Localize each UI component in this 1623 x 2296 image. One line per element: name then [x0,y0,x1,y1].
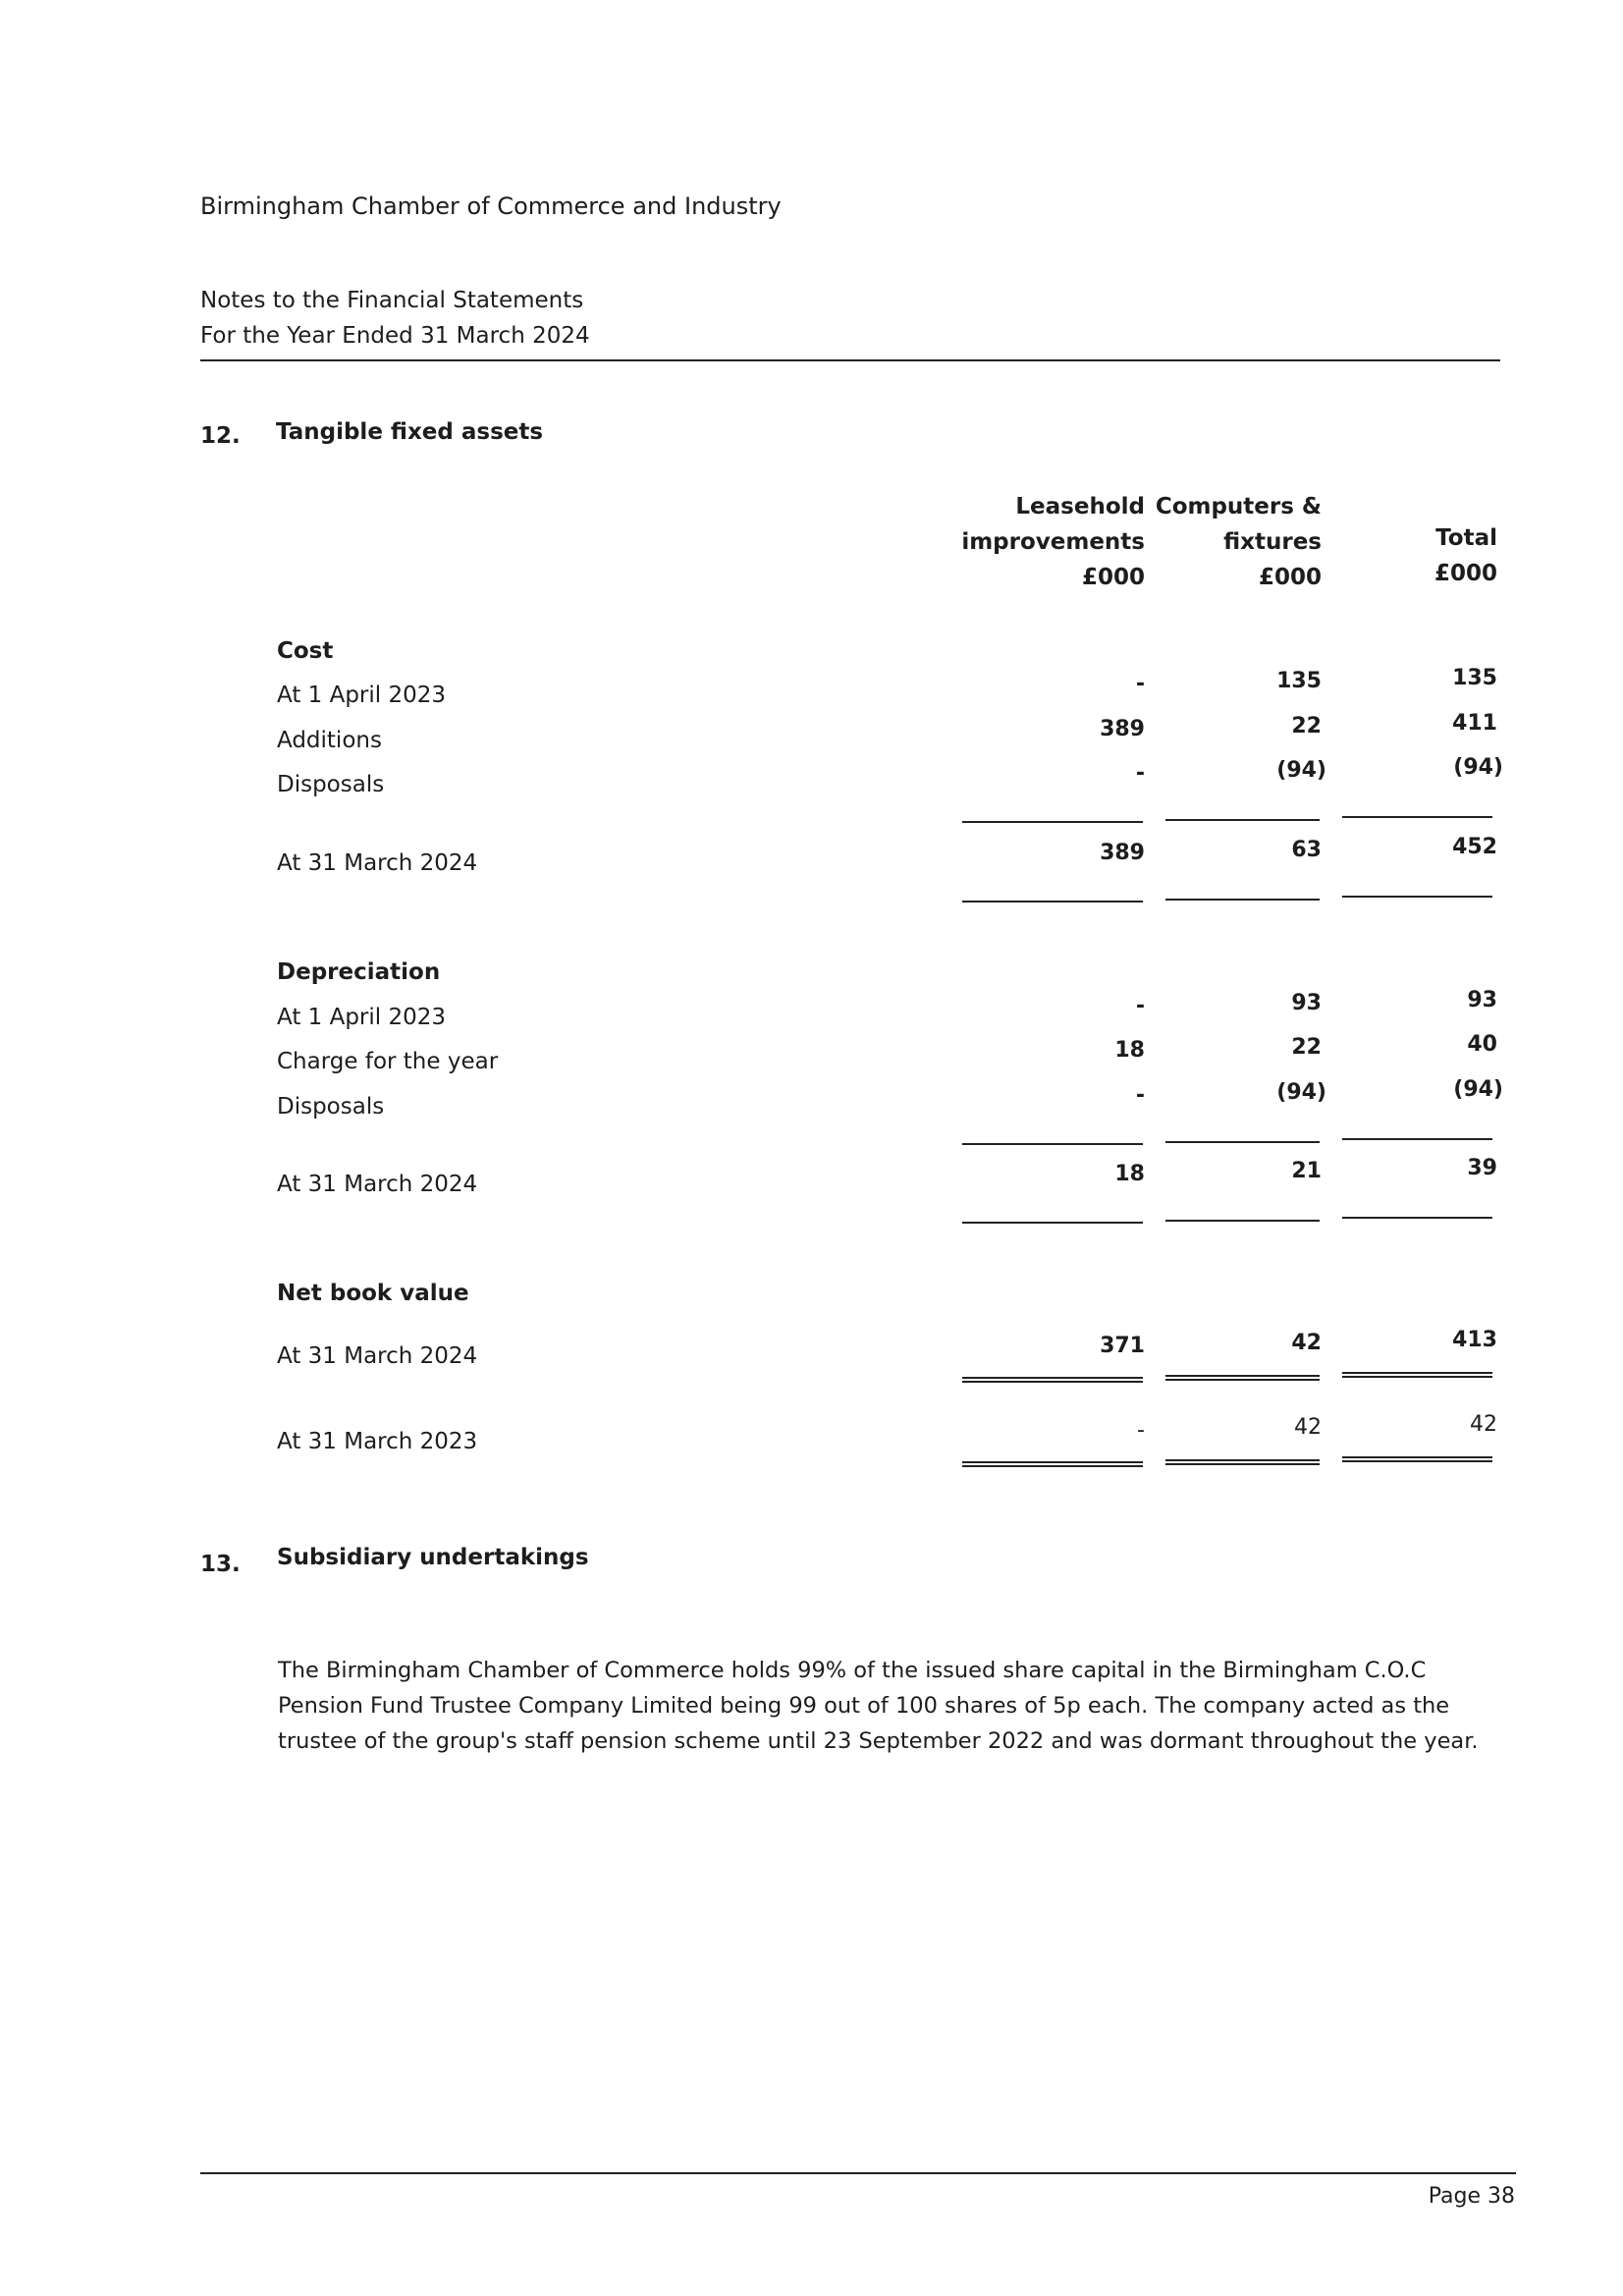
dep-row-label: Disposals [277,1094,385,1120]
cost-row-value: 135 [1452,666,1497,690]
nbv-row-value: - [1137,1418,1145,1443]
dep-row-value: 93 [1467,988,1497,1012]
period-title: For the Year Ended 31 March 2024 [200,323,590,349]
dep-row-value: (94) [1276,1080,1326,1105]
dep-row-value: 18 [1114,1038,1145,1063]
col-header-leasehold [961,489,1145,595]
nbv-row-value: 413 [1452,1328,1497,1352]
dep-total-rule [1165,1220,1320,1222]
col-computers-line1: Computers & [1155,494,1322,519]
notes-title-block [200,283,590,354]
organisation-name: Birmingham Chamber of Commerce and Industry [200,192,782,220]
cost-row-label: Additions [277,728,382,753]
cost-total-rule [1342,896,1492,898]
nbv-row-value: 42 [1291,1331,1322,1355]
cost-total-rule [1165,899,1320,901]
nbv-row-value: 371 [1100,1334,1145,1358]
cost-row-value: 135 [1276,669,1322,693]
col-computers-unit: £000 [1258,565,1322,590]
cost-row-value: 411 [1452,711,1497,736]
cost-total-label: At 31 March 2024 [277,850,478,876]
col-total-line: Total [1435,525,1497,551]
cost-row-value: 389 [1100,717,1145,741]
nbv-row-label: At 31 March 2023 [277,1429,478,1454]
nbv-row-value: 42 [1470,1412,1497,1437]
cost-row-value: - [1135,672,1145,696]
cost-total-value: 63 [1291,838,1322,862]
dep-total-value: 39 [1467,1156,1497,1180]
dep-row-value: - [1135,1083,1145,1108]
dep-row-value: 93 [1291,991,1322,1015]
nbv-double-rule [1342,1456,1492,1462]
nbv-double-rule [962,1377,1143,1383]
section-12-number: 12. [200,423,241,449]
dep-row-label: Charge for the year [277,1049,499,1074]
nbv-row-label: At 31 March 2024 [277,1343,478,1369]
page-number: Page 38 [1428,2184,1515,2209]
col-leasehold-line2: improvements [961,529,1145,555]
section-13-title: Subsidiary undertakings [277,1545,589,1570]
dep-total-rule [962,1222,1143,1224]
col-leasehold-line1: Leasehold [1015,494,1145,519]
dep-subtotal-rule [1342,1138,1492,1140]
section-13-number: 13. [200,1552,241,1577]
nbv-row-value: 42 [1294,1415,1322,1440]
header-rule [200,359,1500,361]
depreciation-heading: Depreciation [277,959,441,985]
nbv-double-rule [1165,1459,1320,1465]
cost-row-label: At 1 April 2023 [277,683,447,708]
cost-total-value: 452 [1452,835,1497,859]
footer-rule [200,2172,1516,2174]
dep-subtotal-rule [962,1143,1143,1145]
dep-row-value: - [1135,994,1145,1018]
cost-row-value: (94) [1276,758,1326,783]
nbv-double-rule [962,1461,1143,1467]
cost-row-label: Disposals [277,772,385,797]
cost-row-value: (94) [1453,755,1503,780]
cost-subtotal-rule [1342,816,1492,818]
col-computers-line2: fixtures [1223,529,1322,555]
nbv-double-rule [1342,1372,1492,1378]
cost-total-rule [962,901,1143,902]
section-12-title: Tangible fixed assets [276,419,544,445]
dep-row-label: At 1 April 2023 [277,1005,447,1030]
dep-row-value: 22 [1291,1035,1322,1060]
cost-subtotal-rule [962,821,1143,823]
dep-total-value: 18 [1114,1162,1145,1186]
dep-total-label: At 31 March 2024 [277,1172,478,1197]
cost-heading: Cost [277,638,334,664]
dep-row-value: (94) [1453,1077,1503,1102]
col-total-unit: £000 [1434,561,1497,586]
nbv-heading: Net book value [277,1281,469,1306]
notes-title: Notes to the Financial Statements [200,288,584,313]
dep-row-value: 40 [1467,1032,1497,1057]
cost-subtotal-rule [1165,819,1320,821]
section-13-paragraph: The Birmingham Chamber of Commerce holds 99% of the issued share capital in the Birmingham C.O.C Pension Fund Trustee Company Limited being 99 out of 100 shares of 5p each. The company acted as the trustee of the group's staff pension scheme until 23 September 2022 and was dormant throughout the year. [278,1658,1479,1754]
cost-total-value: 389 [1100,841,1145,865]
dep-total-value: 21 [1291,1159,1322,1183]
cost-row-value: - [1135,761,1145,786]
col-header-computers [1156,489,1322,595]
cost-row-value: 22 [1291,714,1322,738]
col-header-total [1434,520,1497,591]
dep-total-rule [1342,1217,1492,1219]
nbv-double-rule [1165,1375,1320,1381]
col-leasehold-unit: £000 [1081,565,1145,590]
dep-subtotal-rule [1165,1141,1320,1143]
